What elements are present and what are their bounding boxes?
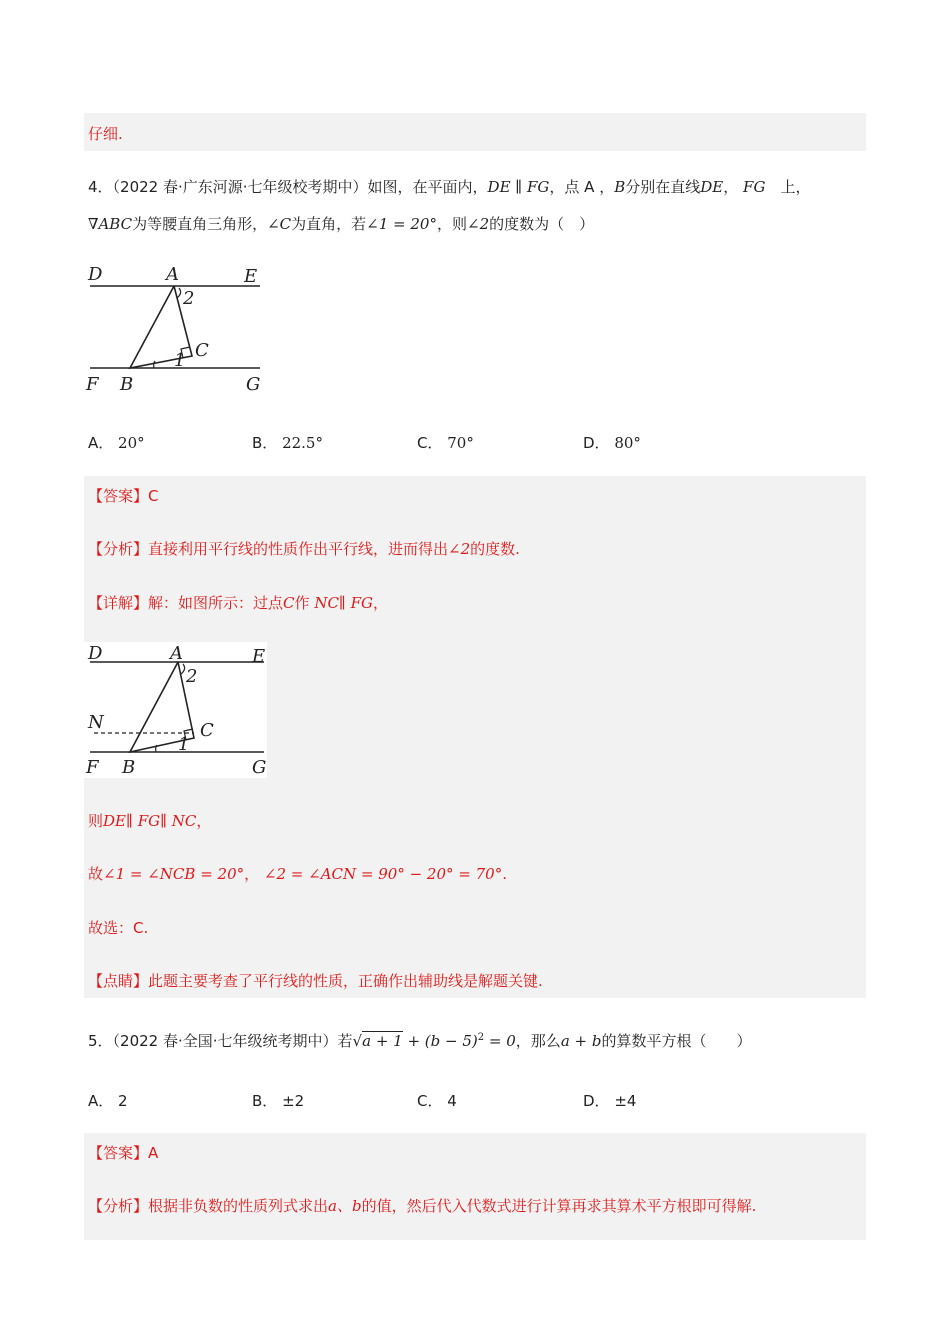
- q5-stem-b: ，那么: [515, 1032, 561, 1050]
- fig1-label-F: F: [86, 374, 99, 395]
- q5-eq: = 0: [484, 1032, 516, 1050]
- q4-fg: FG: [743, 178, 766, 196]
- q5-stem: [88, 1030, 751, 1051]
- q5-option-d: [583, 1090, 636, 1111]
- q5-stem-c: 的算数平方根（ ）: [601, 1032, 752, 1050]
- q4-option-a-letter: A．: [88, 434, 114, 452]
- fig1-label-B: B: [120, 374, 134, 395]
- fig2-label-1: 1: [178, 734, 190, 755]
- q4-analysis-label: 【分析】: [88, 540, 149, 558]
- q4-solution-block: [84, 476, 866, 998]
- q4-detail-a: 解：如图所示：过点: [148, 594, 284, 612]
- q4-comment-text: 此题主要考查了平行线的性质，正确作出辅助线是解题关键.: [148, 972, 543, 990]
- q4-number: 4．: [88, 178, 113, 196]
- fig2-label-A: A: [170, 643, 183, 664]
- q5-option-d-value: ±4: [614, 1092, 637, 1110]
- q4-option-b-value: 22.5°: [282, 434, 323, 452]
- q4-angle2: ∠2: [467, 215, 490, 233]
- q4-stem-line2: [88, 213, 594, 234]
- q4-then-a: 则: [88, 812, 104, 830]
- q4-so-sep: ，: [244, 865, 260, 883]
- q5-answer-value: A: [148, 1144, 159, 1162]
- q5-answer: [88, 1142, 158, 1163]
- fig2-label-F: F: [86, 757, 99, 778]
- q4-stem-g: 为直角，若: [291, 215, 367, 233]
- q4-then-end: ，: [196, 812, 212, 830]
- q4-angle1: ∠1 = 20°: [366, 215, 437, 233]
- q4-analysis-b: 的度数.: [470, 540, 520, 558]
- q5-analysis-b: 的值，然后代入代数式进行计算再求其算术平方根即可得解.: [361, 1197, 757, 1215]
- q5-ab: a + b: [560, 1032, 602, 1050]
- q4-angle-c: ∠C: [267, 215, 292, 233]
- q4-stem-f: 为等腰直角三角形，: [132, 215, 268, 233]
- q4-option-d-value: 80°: [614, 434, 641, 452]
- q4-detail-c: C: [283, 594, 295, 612]
- q4-so-a: 故: [88, 865, 104, 883]
- q4-so-end: .: [502, 865, 507, 883]
- fig2-label-B: B: [122, 757, 136, 778]
- q4-comment-label: 【点睛】: [88, 972, 149, 990]
- q4-stem-line1: [88, 176, 810, 197]
- q3-tail-block: [84, 113, 866, 151]
- q4-triangle: ∇ABC: [88, 215, 133, 233]
- q4-stem-d: ，: [723, 178, 739, 196]
- q5-option-a-value: 2: [118, 1092, 128, 1110]
- fig1-label-D: D: [88, 264, 103, 285]
- fig1-label-1: 1: [174, 350, 186, 371]
- q5-option-b: [252, 1090, 304, 1111]
- q4-then: [88, 810, 211, 831]
- q4-stem-a: 如图，在平面内，: [367, 178, 488, 196]
- q4-detail-label: 【详解】: [88, 594, 149, 612]
- q5-plus-term: + (b − 5): [402, 1032, 478, 1050]
- fig2-label-2: 2: [186, 666, 198, 687]
- q4-figure: [84, 262, 274, 397]
- fig1-label-2: 2: [183, 288, 195, 309]
- q4-so: [88, 863, 507, 884]
- q4-stem-e: 上，: [780, 178, 811, 196]
- q5-sqrt-inner: a + 1: [362, 1032, 403, 1050]
- q4-so-math1: ∠1 = ∠NCB = 20°: [103, 865, 245, 883]
- q4-comment: [88, 970, 543, 991]
- q5-analysis-vars: a、b: [328, 1197, 362, 1215]
- q4-answer-value: C: [148, 487, 159, 505]
- q5-option-c: [417, 1090, 457, 1111]
- q4-stem-c: 分别在直线: [625, 178, 701, 196]
- fig2-label-C: C: [200, 720, 214, 741]
- fig2-label-D: D: [88, 643, 103, 664]
- q4-answer-label: 【答案】: [88, 487, 149, 505]
- q5-solution-block: [84, 1133, 866, 1240]
- q4-de-fg: DE ∥ FG: [487, 178, 550, 196]
- q5-option-c-value: 4: [447, 1092, 457, 1110]
- q4-stem-b: ，点 A ，: [549, 178, 615, 196]
- q4-so-math2: ∠2 = ∠ACN = 90° − 20° = 70°: [263, 865, 503, 883]
- q4-solution-figure: [84, 642, 267, 778]
- q4-answer: [88, 485, 159, 506]
- q4-option-c-value: 70°: [447, 434, 474, 452]
- fig1-label-A: A: [166, 264, 179, 285]
- q5-option-a: [88, 1090, 128, 1111]
- q5-analysis: [88, 1195, 756, 1216]
- q4-detail-end: ，: [373, 594, 389, 612]
- q5-option-b-value: ±2: [282, 1092, 305, 1110]
- fig1-label-E: E: [244, 266, 258, 287]
- q4-detail: [88, 592, 388, 613]
- q4-analysis-a: 直接利用平行线的性质作出平行线，进而得出: [148, 540, 449, 558]
- q5-number: 5．: [88, 1032, 113, 1050]
- q5-answer-label: 【答案】: [88, 1144, 149, 1162]
- q4-choose: 故选：C.: [88, 919, 149, 937]
- q3-tail-text: 仔细.: [88, 125, 123, 143]
- fig1-label-G: G: [246, 374, 261, 395]
- q4-source: （2022 春·广东河源·七年级校考期中）: [112, 178, 368, 196]
- q5-option-b-letter: B．: [252, 1092, 278, 1110]
- q4-then-math: DE∥ FG∥ NC: [103, 812, 197, 830]
- q4-analysis: [88, 538, 520, 559]
- fig2-label-G: G: [252, 757, 267, 778]
- q5-sup: 2: [477, 1032, 485, 1043]
- q5-stem-a: 若: [337, 1032, 353, 1050]
- q5-source: （2022 春·全国·七年级统考期中）: [112, 1032, 338, 1050]
- q5-option-d-letter: D．: [583, 1092, 610, 1110]
- q4-detail-b: 作: [294, 594, 310, 612]
- fig1-label-C: C: [195, 340, 209, 361]
- q4-option-d-letter: D．: [583, 434, 610, 452]
- fig2-label-E: E: [252, 646, 266, 667]
- q4-option-c: [417, 432, 474, 453]
- q4-stem-h: ，则: [436, 215, 467, 233]
- q5-analysis-a: 根据非负数的性质列式求出: [148, 1197, 329, 1215]
- q4-option-b: [252, 432, 323, 453]
- q4-stem-i: 的度数为（ ）: [489, 215, 595, 233]
- q4-b-var: B: [614, 178, 626, 196]
- q4-detail-nc: NC∥ FG: [314, 594, 374, 612]
- q5-analysis-label: 【分析】: [88, 1197, 149, 1215]
- q4-option-b-letter: B．: [252, 434, 278, 452]
- q4-analysis-angle: ∠2: [448, 540, 471, 558]
- q4-de: DE: [700, 178, 724, 196]
- q4-option-a-value: 20°: [118, 434, 145, 452]
- q5-option-c-letter: C．: [417, 1092, 443, 1110]
- q5-sqrt: √a + 1: [352, 1032, 403, 1050]
- q4-option-d: [583, 432, 641, 453]
- q4-option-c-letter: C．: [417, 434, 443, 452]
- fig2-label-N: N: [88, 712, 104, 733]
- q4-option-a: [88, 432, 145, 453]
- q5-option-a-letter: A．: [88, 1092, 114, 1110]
